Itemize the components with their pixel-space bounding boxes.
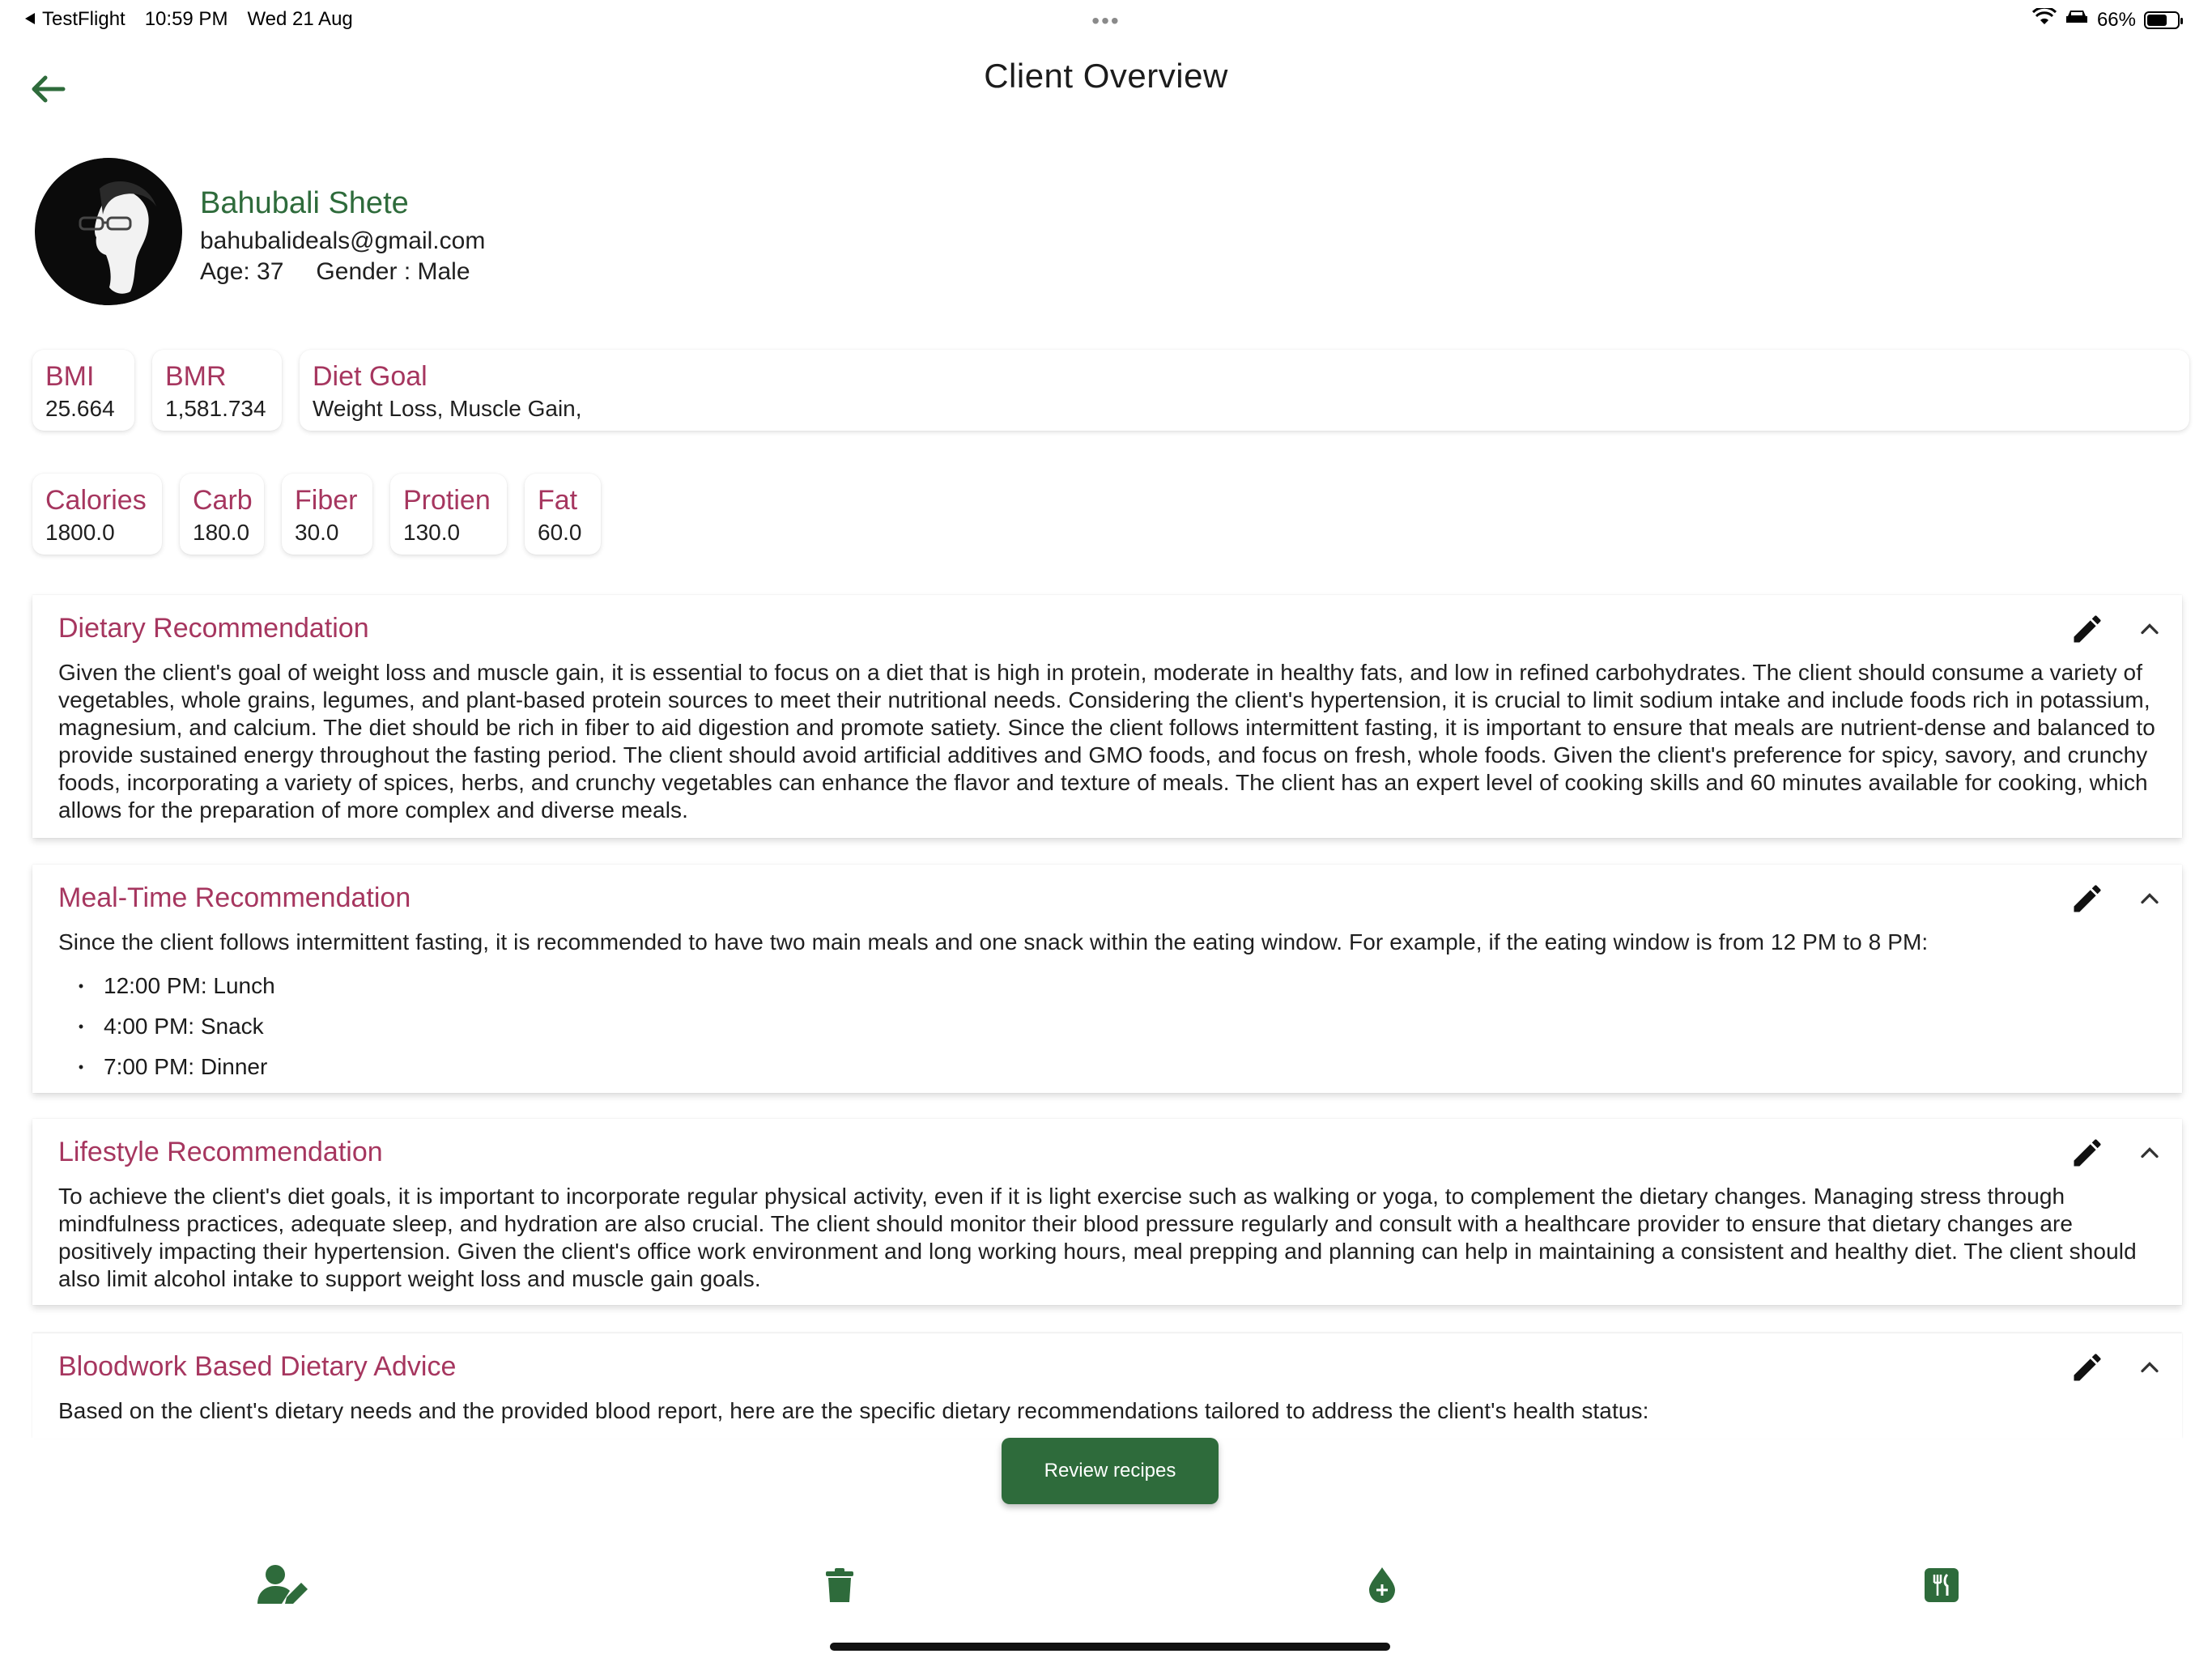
nav-edit-client[interactable]	[255, 1558, 312, 1615]
bmi-value: 25.664	[45, 396, 115, 421]
diet-goal-label: Diet Goal	[313, 361, 428, 392]
review-recipes-button[interactable]: Review recipes	[1002, 1438, 1219, 1504]
meal-list	[58, 966, 2156, 1087]
bmi-card	[32, 350, 134, 431]
chevron-up-icon[interactable]	[2135, 1353, 2164, 1382]
nav-delete-client[interactable]	[811, 1558, 868, 1615]
section-body: Given the client's goal of weight loss and muscle gain, it is essential to focus on a diet that is high in protein, moderate in healthy fats, and low in refined carbohydrates. The client should consume a variety of vegetables, whole grains, legumes, and plant-based protein sources to meet their nutritional needs. Considering the client's hypertension, it is crucial to limit sodium intake and include foods rich in potassium, magnesium, and calcium. The diet should be rich in fiber to aid digestion and promote satiety. Since the client follows intermittent fasting, it is important to ensure that meals are nutrient-dense and balanced to provide sustained energy throughout the fasting period. The client should avoid artificial additives and GMO foods, and focus on fresh, whole foods. Given the client's preference for spicy, savory, and crunchy foods, incorporating a variety of spices, herbs, and crunchy vegetables can enhance the flavor and texture of meals. The client has an expert level of cooking skills and 60 minutes available for cooking, which allows for the preparation of more complex and diverse meals.	[58, 660, 2155, 823]
bmr-card	[152, 350, 282, 431]
fat-card	[525, 474, 601, 555]
chevron-up-icon[interactable]	[2135, 1138, 2164, 1167]
client-email: bahubalideals@gmail.com	[200, 227, 486, 254]
macros-row	[32, 474, 601, 555]
app-header	[0, 49, 2212, 121]
back-app-label: TestFlight	[42, 8, 125, 30]
macro-value: 180.0	[193, 520, 250, 545]
avatar	[35, 158, 182, 305]
section-title: Dietary Recommendation	[58, 613, 369, 644]
trash-icon	[826, 1568, 853, 1606]
client-profile	[35, 158, 485, 305]
edit-pencil-icon[interactable]	[2069, 881, 2105, 916]
macro-value: 130.0	[403, 520, 461, 545]
macro-value: 60.0	[538, 520, 582, 545]
nav-recipes[interactable]	[1913, 1558, 1970, 1615]
car-icon	[2065, 8, 2089, 32]
back-to-app-link[interactable]	[24, 8, 125, 31]
list-item	[58, 966, 2156, 1006]
status-right	[2032, 8, 2180, 32]
blood-drop-icon	[1366, 1567, 1398, 1607]
status-time: 10:59 PM	[144, 8, 228, 30]
restaurant-icon	[1925, 1568, 1959, 1606]
edit-person-icon	[257, 1563, 309, 1611]
section-title: Meal-Time Recommendation	[58, 882, 411, 913]
chevron-up-icon[interactable]	[2135, 614, 2164, 644]
client-age: Age: 37	[200, 257, 284, 285]
nav-bloodwork[interactable]	[1354, 1558, 1410, 1615]
client-meta	[200, 258, 485, 286]
battery-icon	[2144, 11, 2180, 29]
meal-item-text: 4:00 PM: Snack	[104, 1014, 264, 1039]
battery-fill	[2147, 15, 2167, 26]
meal-item-text: 7:00 PM: Dinner	[104, 1054, 268, 1079]
arrow-left-icon	[24, 103, 73, 117]
bmi-label: BMI	[45, 361, 95, 392]
carb-card	[180, 474, 264, 555]
macro-value: 1800.0	[45, 520, 115, 545]
fiber-card	[282, 474, 372, 555]
macro-label: Calories	[45, 485, 147, 516]
macro-label: Fat	[538, 485, 578, 516]
section-body: Based on the client's dietary needs and the provided blood report, here are the specific dietary recommendations tailored to address the client's health status:	[58, 1398, 1649, 1423]
edit-pencil-icon[interactable]	[2069, 611, 2105, 647]
bmr-value: 1,581.734	[165, 396, 266, 421]
section-body: To achieve the client's diet goals, it is important to incorporate regular physical activity, even if it is light exercise such as walking or yoga, to complement the dietary changes. Managing stress through mindfulness practices, adequate sleep, and hydration are also crucial. The client should monitor their blood pressure regularly and consult with a healthcare provider to ensure that dietary changes are positively impacting their hypertension. Given the client's office work environment and long working hours, meal prepping and planning can help in maintaining a consistent and healthy diet. The client should also limit alcohol intake to support weight loss and muscle gain goals.	[58, 1184, 2137, 1291]
bullet-icon: •	[78, 1018, 84, 1035]
bottom-nav	[0, 1558, 2212, 1615]
edit-pencil-icon[interactable]	[2069, 1135, 2105, 1171]
status-date: Wed 21 Aug	[247, 8, 353, 30]
macro-label: Protien	[403, 485, 491, 516]
client-name: Bahubali Shete	[200, 185, 409, 220]
bullet-icon: •	[78, 1059, 84, 1075]
dietary-recommendation-card	[32, 595, 2182, 838]
macro-value: 30.0	[295, 520, 339, 545]
section-title: Lifestyle Recommendation	[58, 1137, 383, 1167]
list-item	[58, 1006, 2156, 1047]
home-indicator[interactable]	[830, 1643, 1390, 1651]
calories-card	[32, 474, 162, 555]
edit-pencil-icon[interactable]	[2069, 1350, 2105, 1385]
list-item	[58, 1047, 2156, 1087]
section-body: Since the client follows intermittent fasting, it is recommended to have two main meals and one snack within the eating window. For example, if the eating window is from 12 PM to 8 PM:	[58, 929, 1929, 954]
protein-card	[390, 474, 507, 555]
wifi-icon	[2032, 8, 2057, 32]
back-triangle-icon	[24, 8, 36, 31]
client-gender: Gender : Male	[316, 257, 470, 285]
meal-item-text: 12:00 PM: Lunch	[104, 973, 275, 998]
page-title: Client Overview	[984, 57, 1228, 95]
diet-goal-value: Weight Loss, Muscle Gain,	[313, 396, 582, 421]
metrics-row	[32, 350, 2189, 431]
multitasking-dots[interactable]: •••	[1091, 8, 1121, 33]
profile-info	[200, 186, 485, 286]
status-bar	[0, 0, 2212, 40]
chevron-up-icon[interactable]	[2135, 884, 2164, 913]
section-title: Bloodwork Based Dietary Advice	[58, 1351, 457, 1382]
macro-label: Fiber	[295, 485, 358, 516]
bmr-label: BMR	[165, 361, 227, 392]
macro-label: Carb	[193, 485, 253, 516]
bloodwork-advice-card	[32, 1333, 2182, 1439]
lifestyle-recommendation-card	[32, 1119, 2182, 1305]
battery-percent: 66%	[2096, 8, 2136, 31]
bullet-icon: •	[78, 978, 84, 994]
diet-goal-card	[300, 350, 2189, 431]
mealtime-recommendation-card	[32, 865, 2182, 1093]
status-left	[24, 8, 353, 31]
